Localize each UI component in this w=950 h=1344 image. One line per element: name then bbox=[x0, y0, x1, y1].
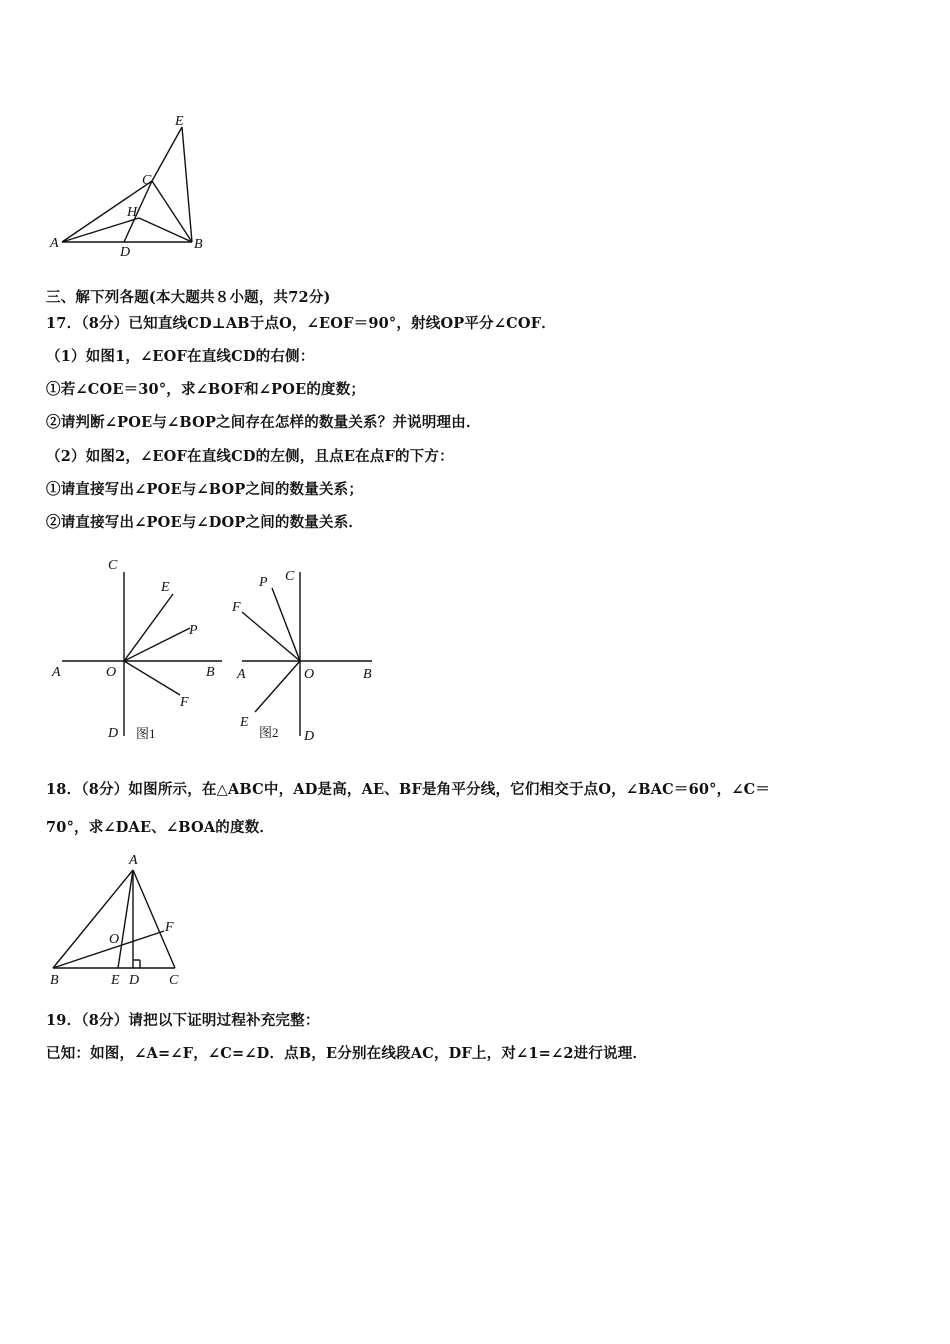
label-h: H bbox=[127, 205, 138, 220]
fig1-label-p: P bbox=[189, 623, 198, 638]
q18-label-d: D bbox=[129, 973, 140, 988]
segment-eb bbox=[182, 127, 192, 242]
fig1-label-o: O bbox=[106, 665, 117, 680]
fig1-label-c: C bbox=[108, 558, 118, 573]
q18-label-e: E bbox=[111, 973, 120, 988]
label-e: E bbox=[175, 114, 184, 129]
q18-label-c: C bbox=[169, 973, 179, 988]
q17-part2-i: ①请直接写出∠POE与∠BOP之间的数量关系； bbox=[46, 481, 364, 498]
fig2-label-a: A bbox=[237, 667, 246, 682]
fig1-label-e: E bbox=[161, 580, 170, 595]
figure-2 bbox=[225, 550, 385, 750]
ray-oe bbox=[124, 594, 173, 661]
fig2-caption: 图2 bbox=[259, 725, 279, 740]
label-d: D bbox=[120, 245, 131, 260]
figure-1 bbox=[40, 550, 240, 750]
q17-part2-ii: ②请直接写出∠POE与∠DOP之间的数量关系． bbox=[46, 514, 364, 531]
figure-q18-triangle bbox=[40, 850, 200, 990]
section-heading: 三、解下列各题(本大题共８小题，共72分) bbox=[46, 289, 331, 306]
fig2-label-d: D bbox=[304, 729, 315, 744]
label-c: C bbox=[142, 173, 152, 188]
q18-label-a: A bbox=[129, 853, 138, 868]
ray-of bbox=[124, 661, 180, 695]
q18-label-o: O bbox=[109, 932, 120, 947]
fig2-label-p: P bbox=[259, 575, 268, 590]
q17-part1: （1）如图1，∠EOF在直线CD的右侧： bbox=[46, 348, 315, 365]
label-a: A bbox=[50, 236, 59, 251]
fig1-label-b: B bbox=[206, 665, 215, 680]
q17-part1-i: ①若∠COE＝30°，求∠BOF和∠POE的度数； bbox=[46, 381, 366, 398]
q18-line1: 18．（8分）如图所示，在△ABC中，AD是高，AE、BF是角平分线，它们相交于点O，∠BAC＝60°，∠C＝ bbox=[46, 781, 771, 798]
q19-line2: 已知：如图，∠A=∠F，∠C=∠D．点B，E分别在线段AC，DF上，对∠1=∠2进行说理． bbox=[46, 1045, 648, 1062]
q19-line1: 19．（8分）请把以下证明过程补充完整： bbox=[46, 1012, 320, 1029]
fig2-label-b: B bbox=[363, 667, 372, 682]
fig2-label-e: E bbox=[240, 715, 249, 730]
fig1-caption: 图1 bbox=[136, 726, 156, 741]
segment-ce bbox=[152, 127, 182, 181]
ray-oe bbox=[255, 661, 300, 712]
q17-part1-ii: ②请判断∠POE与∠BOP之间存在怎样的数量关系？并说明理由． bbox=[46, 414, 481, 431]
ray-op bbox=[124, 628, 190, 661]
q18-label-b: B bbox=[50, 973, 59, 988]
segment-ah bbox=[62, 218, 139, 242]
segment-ab bbox=[53, 870, 133, 968]
q17-stem: 17．（8分）已知直线CD⊥AB于点O，∠EOF＝90°，射线OP平分∠COF． bbox=[46, 315, 556, 332]
segment-ac bbox=[133, 870, 175, 968]
q17-part2: （2）如图2，∠EOF在直线CD的左侧，且点E在点F的下方： bbox=[46, 448, 454, 465]
fig2-label-o: O bbox=[304, 667, 315, 682]
fig1-label-f: F bbox=[180, 695, 189, 710]
fig1-label-a: A bbox=[52, 665, 61, 680]
label-b: B bbox=[194, 237, 203, 252]
fig2-label-f: F bbox=[232, 600, 241, 615]
q18-label-f: F bbox=[165, 920, 174, 935]
fig2-label-c: C bbox=[285, 569, 295, 584]
q18-line2: 70°，求∠DAE、∠BOA的度数． bbox=[46, 819, 275, 836]
figure-triangle-h bbox=[40, 110, 220, 260]
fig1-label-d: D bbox=[108, 726, 119, 741]
